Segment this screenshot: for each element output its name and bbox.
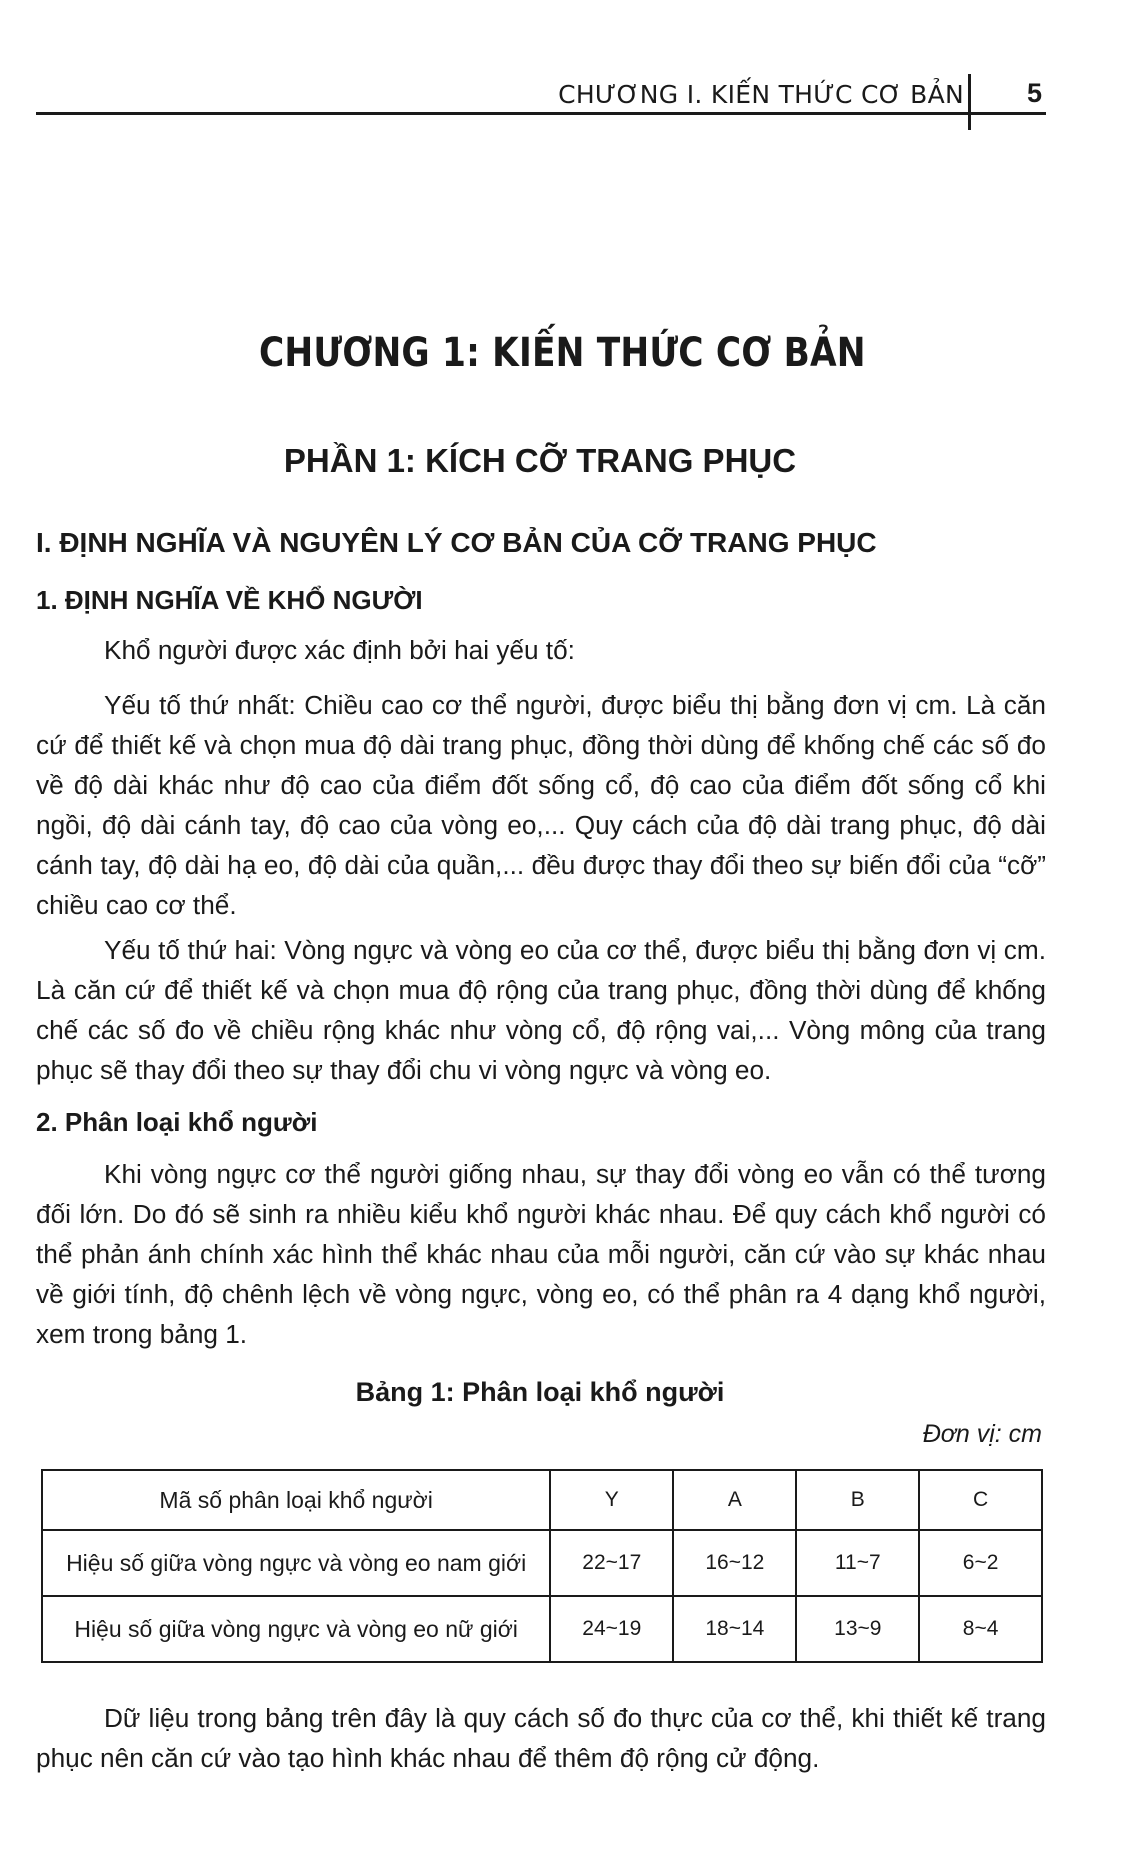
paragraph-factor-one: Yếu tố thứ nhất: Chiều cao cơ thể người, được biểu thị bằng đơn vị cm. Là căn cứ để thiết kế và chọn mua độ dài trang phục, đồng thời dùng để khống chế các số đo về độ dài khác như độ cao của điểm đốt sống cổ, độ cao của điểm đốt sống cổ khi ngồi, độ dài cánh tay, độ cao của vòng eo,... Quy cách của độ dài trang phục, độ dài cánh tay, độ dài hạ eo, độ dài của quần,... đều được thay đổi theo sự biến đổi của “cỡ” chiều cao cơ thể. — [36, 690, 1046, 920]
table-unit-note: Đơn vị: cm — [922, 1420, 1042, 1448]
table-caption: Bảng 1: Phân loại khổ người — [355, 1377, 725, 1407]
paragraph-intro: Khổ người được xác định bởi hai yếu tố: — [104, 635, 575, 665]
table-header-cell: A — [673, 1470, 796, 1530]
header-separator — [968, 74, 971, 130]
table-header-cell: B — [796, 1470, 919, 1530]
body-type-table — [41, 1469, 1043, 1663]
running-header-title: CHƯƠNG I. KIẾN THỨC CƠ BẢN — [558, 80, 964, 109]
table-cell: 22~17 — [550, 1530, 673, 1596]
table-cell: Hiệu số giữa vòng ngực và vòng eo nam giới — [42, 1530, 550, 1596]
table-row — [42, 1530, 1042, 1596]
table-header-cell: Mã số phân loại khổ người — [42, 1470, 550, 1530]
paragraph-classification: Khi vòng ngực cơ thể người giống nhau, sự thay đổi vòng eo vẫn có thể tương đối lớn. Do đó sẽ sinh ra nhiều kiểu khổ người khác nhau. Để quy cách khổ người có thể phản ánh chính xác hình thể khác nhau của mỗi người, căn cứ vào sự khác nhau về giới tính, độ chênh lệch về vòng ngực, vòng eo, có thể phân ra 4 dạng khổ người, xem trong bảng 1. — [36, 1159, 1046, 1349]
part-title: PHẦN 1: KÍCH CỠ TRANG PHỤC — [283, 442, 797, 479]
section-heading: I. ĐỊNH NGHĨA VÀ NGUYÊN LÝ CƠ BẢN CỦA CỠ TRANG PHỤC — [36, 527, 877, 558]
chapter-title: CHƯƠNG 1: KIẾN THỨC CƠ BẢN — [258, 330, 866, 376]
table-cell: 18~14 — [673, 1596, 796, 1662]
paragraph-after-table: Dữ liệu trong bảng trên đây là quy cách số đo thực của cơ thể, khi thiết kế trang phục nên căn cứ vào tạo hình khác nhau để thêm độ rộng cử động. — [36, 1703, 1046, 1773]
table-cell: 13~9 — [796, 1596, 919, 1662]
paragraph-factor-two: Yếu tố thứ hai: Vòng ngực và vòng eo của cơ thể, được biểu thị bằng đơn vị cm. Là căn cứ để thiết kế và chọn mua độ rộng của trang phục, đồng thời dùng để khống chế các số đo về chiều rộng khác như vòng cổ, độ rộng vai,... Vòng mông của trang phục sẽ thay đổi theo sự thay đổi chu vi vòng ngực và vòng eo. — [36, 935, 1046, 1085]
table-cell: 6~2 — [919, 1530, 1042, 1596]
table-cell: 8~4 — [919, 1596, 1042, 1662]
table-cell: 24~19 — [550, 1596, 673, 1662]
table-header-cell: Y — [550, 1470, 673, 1530]
page-number: 5 — [1026, 78, 1042, 108]
table-cell: Hiệu số giữa vòng ngực và vòng eo nữ giới — [42, 1596, 550, 1662]
table-header-row — [42, 1470, 1042, 1530]
table-cell: 16~12 — [673, 1530, 796, 1596]
header-rule — [36, 112, 1046, 115]
table-header-cell: C — [919, 1470, 1042, 1530]
table-cell: 11~7 — [796, 1530, 919, 1596]
table-row — [42, 1596, 1042, 1662]
subsection-heading-definition: 1. ĐỊNH NGHĨA VỀ KHỔ NGƯỜI — [36, 585, 423, 615]
subsection-heading-classification: 2. Phân loại khổ người — [36, 1107, 318, 1137]
running-header — [36, 70, 1046, 120]
